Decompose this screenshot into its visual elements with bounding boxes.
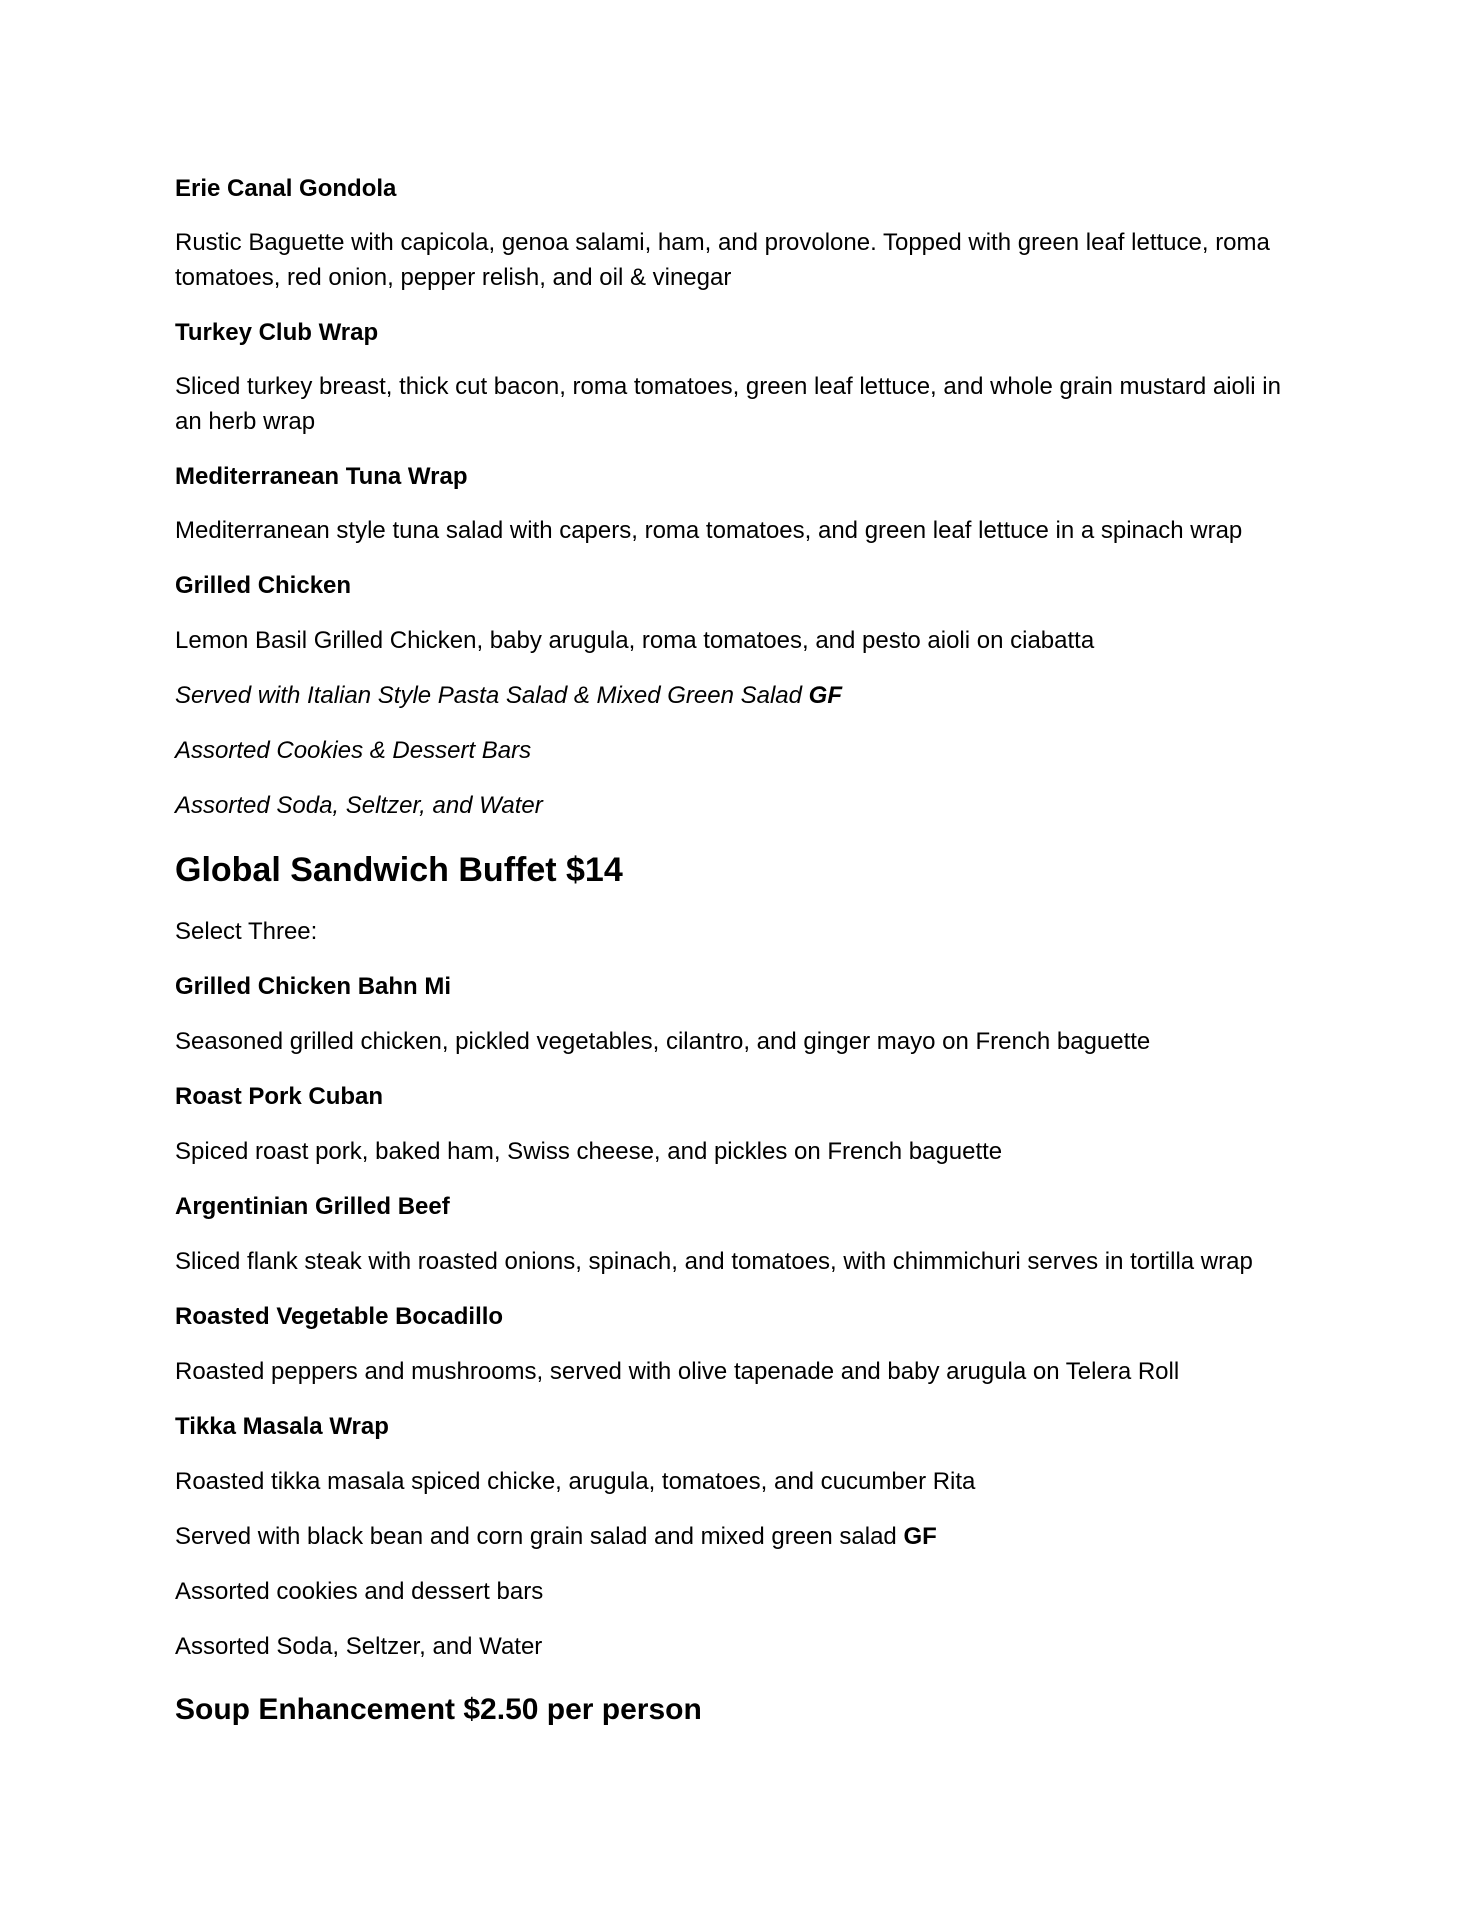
item-description: Mediterranean style tuna salad with capers, roma tomatoes, and green leaf lettuce in a spinach wrap bbox=[175, 517, 1243, 544]
served-with-text: Served with black bean and corn grain salad and mixed green salad bbox=[175, 1523, 904, 1550]
item-name: Tikka Masala Wrap bbox=[175, 1413, 389, 1440]
drinks-line: Assorted Soda, Seltzer, and Water bbox=[175, 792, 543, 819]
drinks-line: Assorted Soda, Seltzer, and Water bbox=[175, 1633, 543, 1660]
item-description: Rustic Baguette with capicola, genoa salami, ham, and provolone. Topped with green leaf lettuce, roma bbox=[175, 229, 1270, 256]
dessert-line: Assorted cookies and dessert bars bbox=[175, 1578, 544, 1605]
item-name: Grilled Chicken bbox=[175, 572, 352, 599]
item-description: Seasoned grilled chicken, pickled vegetables, cilantro, and ginger mayo on French baguette bbox=[175, 1028, 1151, 1055]
select-instruction: Select Three: bbox=[175, 918, 318, 945]
item-name: Grilled Chicken Bahn Mi bbox=[175, 973, 452, 1000]
item-name: Roasted Vegetable Bocadillo bbox=[175, 1303, 504, 1330]
served-with-line bbox=[175, 679, 842, 713]
gluten-free-tag: GF bbox=[903, 1523, 937, 1550]
section-title: Soup Enhancement $2.50 per person bbox=[175, 1693, 702, 1726]
item-description: Lemon Basil Grilled Chicken, baby arugula, roma tomatoes, and pesto aioli on ciabatta bbox=[175, 627, 1095, 654]
item-name: Turkey Club Wrap bbox=[175, 319, 379, 346]
gluten-free-tag: GF bbox=[808, 682, 842, 709]
dessert-line: Assorted Cookies & Dessert Bars bbox=[175, 737, 532, 764]
section-title: Global Sandwich Buffet $14 bbox=[175, 851, 623, 889]
served-with-line bbox=[175, 1520, 937, 1554]
item-description: Sliced flank steak with roasted onions, spinach, and tomatoes, with chimmichuri serves in tortilla wrap bbox=[175, 1248, 1253, 1275]
item-description: an herb wrap bbox=[175, 408, 316, 435]
item-description: tomatoes, red onion, pepper relish, and oil & vinegar bbox=[175, 264, 732, 291]
served-with-text: Served with Italian Style Pasta Salad & Mixed Green Salad bbox=[175, 682, 809, 709]
item-name: Mediterranean Tuna Wrap bbox=[175, 463, 468, 490]
item-description: Roasted peppers and mushrooms, served with olive tapenade and baby arugula on Telera Roll bbox=[175, 1358, 1180, 1385]
item-description: Spiced roast pork, baked ham, Swiss cheese, and pickles on French baguette bbox=[175, 1138, 1003, 1165]
item-name: Argentinian Grilled Beef bbox=[175, 1193, 450, 1220]
item-description: Roasted tikka masala spiced chicke, arugula, tomatoes, and cucumber Rita bbox=[175, 1468, 976, 1495]
item-name: Roast Pork Cuban bbox=[175, 1083, 384, 1110]
item-name: Erie Canal Gondola bbox=[175, 175, 397, 202]
item-description: Sliced turkey breast, thick cut bacon, roma tomatoes, green leaf lettuce, and whole grain mustard aioli in bbox=[175, 373, 1281, 400]
